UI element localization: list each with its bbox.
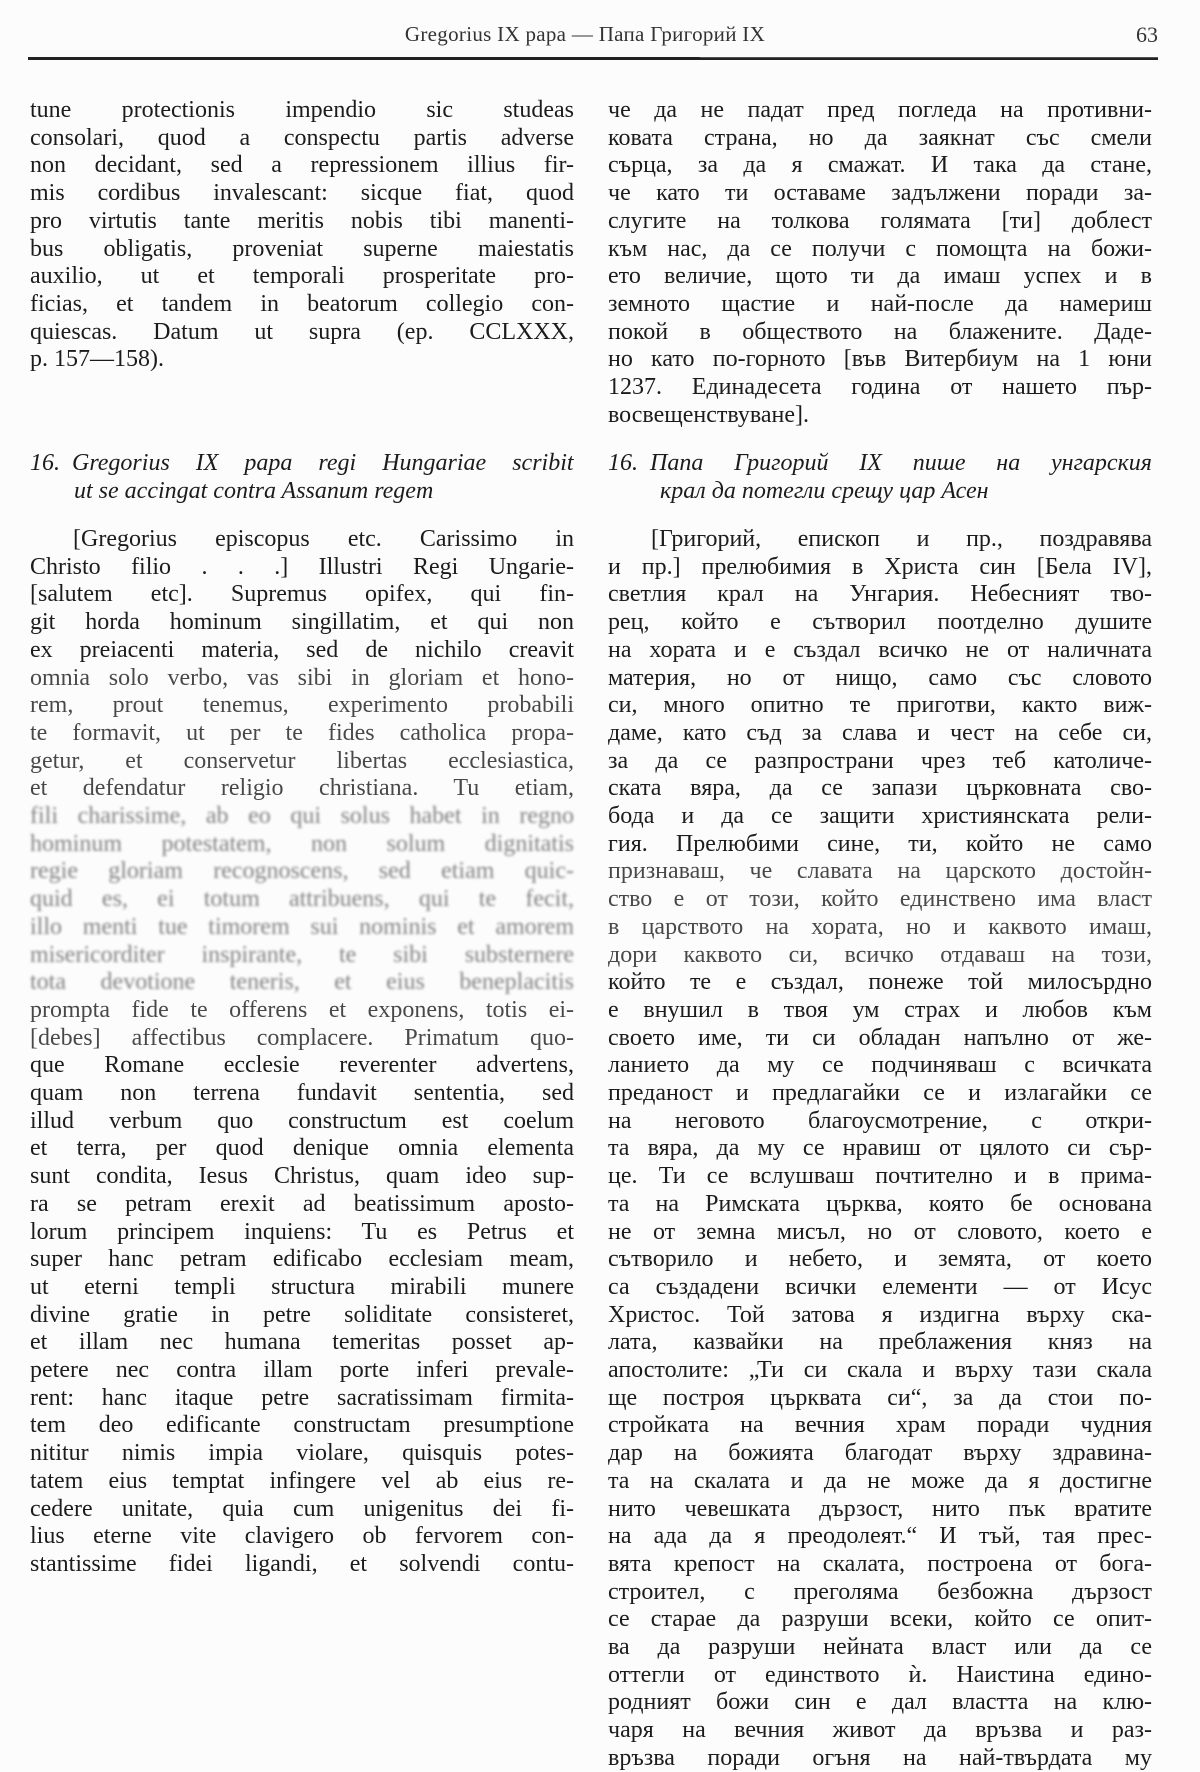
- latin-body-line: [debes] affectibus complacere. Primatum quo-: [30, 1024, 574, 1051]
- bulgarian-body-line: на неговото благоусмотрение, с откри-: [608, 1107, 1152, 1134]
- latin-intro-line: tune protectionis impendio sic studeas: [30, 97, 574, 123]
- bulgarian-body-line: строител, с преголяма безбожна дързост: [608, 1578, 1152, 1605]
- bulgarian-body-line: лата, казвайки на преблажения княз на: [608, 1329, 1152, 1356]
- bulgarian-body-line: си, много опитно те приготви, както виж-: [608, 692, 1152, 719]
- latin-intro-line: quiescas. Datum ut supra (ep. CCLXXX,: [30, 318, 574, 345]
- bulgarian-intro-line: ковата страна, но да заякнат със смели: [608, 124, 1152, 151]
- latin-body-line: quam non terrena fundavit sententia, sed: [30, 1080, 574, 1106]
- bulgarian-body-line: материя, но от нищо, само със словото: [608, 664, 1152, 691]
- bulgarian-body-line: на ада да я преодолеят.“ И тъй, тая прес-: [608, 1523, 1152, 1550]
- bulgarian-body-line: стройката на вечния храм поради чудния: [608, 1412, 1152, 1439]
- bulgarian-body-line: е внушил в твоя ум страх и любов към: [608, 996, 1152, 1023]
- latin-body-line: [Gregorius episcopus etc. Carissimo in: [73, 526, 574, 552]
- bulgarian-body-line: даме, като съд за слава и чест на себе си,: [608, 719, 1152, 746]
- bulgarian-body-line: светлия крал на Унгария. Небесният тво-: [608, 581, 1152, 608]
- bulgarian-heading-number: 16.: [608, 450, 638, 476]
- bulgarian-body-line: дар на божията благодат върху здравина-: [608, 1440, 1152, 1467]
- latin-body-line: nititur nimis impia violare, quisquis potes-: [30, 1440, 574, 1467]
- bulgarian-body-line: на хората и е създал всичко не от наличната: [608, 636, 1152, 663]
- bulgarian-body-line: оттегли от единството ѝ. Наистина едино-: [608, 1661, 1152, 1688]
- latin-body-line: tem deo edificante constructam presumptione: [30, 1412, 574, 1439]
- page-number: 63: [1136, 22, 1158, 47]
- latin-body-line: ex preiacenti materia, sed de nichilo creavit: [30, 636, 574, 663]
- latin-body-line: ut eterni templi structura mirabili munere: [30, 1273, 574, 1300]
- bulgarian-body-line: са създадени всички елементи — от Исус: [608, 1273, 1152, 1300]
- latin-body-line: omnia solo verbo, vas sibi in gloriam et hono-: [30, 664, 574, 691]
- latin-body-line: super hanc petram edificabo ecclesiam meam,: [30, 1246, 574, 1273]
- latin-body-line: getur, et conservetur libertas ecclesiastica,: [30, 747, 574, 774]
- latin-body-line: petere nec contra illam porte inferi prevale-: [30, 1357, 574, 1383]
- latin-intro-line: ficias, et tandem in beatorum collegio con-: [30, 290, 574, 317]
- bulgarian-intro-line: че да не падат пред погледа на противни-: [608, 97, 1152, 123]
- latin-body-line: sunt condita, Iesus Christus, quam ideo sup-: [30, 1163, 574, 1190]
- bulgarian-body-line: връзва поради огъня на най-твърдата му: [608, 1744, 1152, 1771]
- latin-body-line: tota devotione teneris, et eius beneplacitis: [30, 969, 574, 996]
- bulgarian-body-line: в царството на хората, но и каквото имаш,: [608, 913, 1152, 940]
- latin-body-line: lius eterne vite clavigero ob fervorem con-: [30, 1523, 574, 1550]
- bulgarian-body-line: рец, който е сътворил поотделно душите: [608, 609, 1152, 636]
- bulgarian-body-line: се старае да разруши всеки, който се опит-: [608, 1606, 1152, 1633]
- bulgarian-heading-line-2: крал да потегли срещу цар Асен: [660, 478, 989, 504]
- latin-body-line: et terra, per quod denique omnia elementa: [30, 1135, 574, 1162]
- bulgarian-body-line: родният божи син е дал властта на клю-: [608, 1689, 1152, 1716]
- header-rule-thin: [700, 57, 1158, 58]
- bulgarian-body-line: апостолите: „Ти си скала и върху тази скала: [608, 1357, 1152, 1383]
- latin-heading-line-1: Gregorius IX papa regi Hungariae scribit: [72, 450, 574, 476]
- bulgarian-intro-line: 1237. Единадесета година от нашето пър-: [608, 374, 1152, 400]
- bulgarian-intro-line: слугите на толкова голямата [ти] доблест: [608, 207, 1152, 234]
- running-header-title: Gregorius IX papa — Папа Григорий IX: [404, 22, 766, 46]
- bulgarian-intro-line: но като по-горното [във Витербиум на 1 юни: [608, 346, 1152, 373]
- latin-body-line: cedere unitate, quia cum unigenitus dei fi-: [30, 1495, 574, 1522]
- bulgarian-body-line: и пр.] прелюбимия в Христа син [Бела IV],: [608, 553, 1152, 580]
- latin-intro-line: non decidant, sed a repressionem illius fir-: [30, 152, 574, 179]
- latin-body-line: quid es, ei totum attribuens, qui te fecit,: [30, 886, 574, 913]
- latin-body-line: fili charissime, ab eo qui solus habet in regno: [30, 803, 574, 829]
- bulgarian-body-line: та вяра, да му се нравиш от цялото си сър-: [608, 1135, 1152, 1162]
- latin-body-line: hominum potestatem, non solum dignitatis: [30, 830, 574, 857]
- bulgarian-body-line: та на Римската църква, която бе основана: [608, 1190, 1152, 1217]
- bulgarian-body-line: [Григорий, епископ и пр., поздравява: [651, 526, 1152, 552]
- bulgarian-body-line: признаваш, че славата на царското достойн-: [608, 858, 1152, 885]
- latin-intro-line: bus obligatis, proveniat superne maiestatis: [30, 235, 574, 262]
- latin-body-line: tatem eius temptat infingere vel ab eius re-: [30, 1467, 574, 1494]
- bulgarian-intro-line: че като ти оставаме задължени поради за-: [608, 180, 1152, 207]
- latin-body-line: Christo filio . . .] Illustri Regi Ungarie-: [30, 553, 574, 580]
- latin-body-line: ra se petram erexit ad beatissimum aposto-: [30, 1190, 574, 1217]
- bulgarian-body-line: бода и да се защити християнската рели-: [608, 803, 1152, 829]
- latin-body-line: lorum principem inquiens: Tu es Petrus et: [30, 1218, 574, 1245]
- bulgarian-body-line: Христос. Той затова я издигна върху ска-: [608, 1301, 1152, 1328]
- bulgarian-body-line: дори каквото си, всичко отдаваш на този,: [608, 941, 1152, 968]
- latin-body-line: et defendatur religio christiana. Tu etiam,: [30, 775, 574, 802]
- latin-intro-line: mis cordibus invalescant: sicque fiat, quod: [30, 180, 574, 207]
- bulgarian-body-line: чаря на вечния живот да връзва и раз-: [608, 1717, 1152, 1744]
- bulgarian-intro-line: сърца, за да я смажат. И така да стане,: [608, 152, 1152, 179]
- latin-intro-line: pro virtutis tante meritis nobis tibi manenti-: [30, 207, 574, 234]
- bulgarian-intro-line: покой в обществото на блажените. Даде-: [608, 318, 1152, 345]
- latin-body-line: illud verbum quo constructum est coelum: [30, 1107, 574, 1134]
- bulgarian-body-line: це. Ти се вслушваш почтително и в прима-: [608, 1163, 1152, 1190]
- bulgarian-intro-line: към нас, да се получи с помощта на божи-: [608, 235, 1152, 262]
- bulgarian-heading-line-1: Папа Григорий IX пише на унгарския: [650, 450, 1152, 476]
- latin-body-line: prompta fide te offerens et exponens, totis ei-: [30, 996, 574, 1023]
- bulgarian-body-line: който те е създал, понеже той милосърдно: [608, 969, 1152, 996]
- bulgarian-body-line: вята крепост на скалата, построена от бога-: [608, 1550, 1152, 1577]
- bulgarian-intro-line: земното щастие и най-после да намериш: [608, 290, 1152, 317]
- bulgarian-body-line: нито чевешката дързост, нито пък вратите: [608, 1495, 1152, 1522]
- latin-body-line: stantissime fidei ligandi, et solvendi contu-: [30, 1550, 574, 1577]
- latin-body-line: que Romane ecclesie reverenter advertens,: [30, 1052, 574, 1079]
- latin-body-line: te formavit, ut per te fides catholica propa-: [30, 719, 574, 746]
- bulgarian-body-line: ската вяра, да се запази църковната сво-: [608, 775, 1152, 802]
- bulgarian-body-line: ланието да му се подчиняваш с всичката: [608, 1052, 1152, 1079]
- latin-body-line: illo menti tue timorem sui nominis et amorem: [30, 913, 574, 940]
- bulgarian-body-line: не от земна мисъл, но от словото, което е: [608, 1218, 1152, 1245]
- latin-intro-line: consolari, quod a conspectu partis adverse: [30, 124, 574, 151]
- latin-body-line: misericorditer inspirante, te sibi substernere: [30, 941, 574, 968]
- latin-intro-line: p. 157—158).: [30, 346, 164, 373]
- latin-heading-line-2: ut se accingat contra Assanum regem: [74, 478, 434, 504]
- bulgarian-intro-line: ето величие, щото ти да имаш успех и в: [608, 263, 1152, 290]
- latin-body-line: et illam nec humana temeritas posset ap-: [30, 1329, 574, 1356]
- latin-body-line: rent: hanc itaque petre sacratissimam firmita-: [30, 1384, 574, 1411]
- bulgarian-body-line: сътворило и небето, и земята, от което: [608, 1246, 1152, 1273]
- bulgarian-body-line: ство е от този, който единствено има власт: [608, 886, 1152, 913]
- latin-heading-number: 16.: [30, 450, 60, 476]
- bulgarian-intro-line: восвещенствуване].: [608, 401, 810, 428]
- bulgarian-body-line: за да се разпространи чрез теб католиче-: [608, 747, 1152, 774]
- bulgarian-body-line: гия. Прелюбими сине, ти, който не само: [608, 830, 1152, 857]
- bulgarian-body-line: преданост и предлагайки се и излагайки се: [608, 1080, 1152, 1106]
- latin-body-line: divine gratie in petre soliditate consisteret,: [30, 1301, 574, 1328]
- latin-body-line: regie gloriam recognoscens, sed etiam quic-: [30, 858, 574, 885]
- bulgarian-body-line: та на скалата и да не може да я достигне: [608, 1467, 1152, 1494]
- latin-body-line: rem, prout tenemus, experimento probabili: [30, 692, 574, 719]
- latin-body-line: git horda hominum singillatim, et qui non: [30, 609, 574, 636]
- bulgarian-body-line: ще построя църквата си“, за да стои по-: [608, 1384, 1152, 1411]
- latin-intro-line: auxilio, ut et temporali prosperitate pro-: [30, 263, 574, 290]
- bulgarian-body-line: ва да разруши нейната власт или да се: [608, 1634, 1152, 1660]
- bulgarian-body-line: своето име, ти си обладан напълно от же-: [608, 1024, 1152, 1051]
- latin-body-line: [salutem etc]. Supremus opifex, qui fin-: [30, 581, 574, 608]
